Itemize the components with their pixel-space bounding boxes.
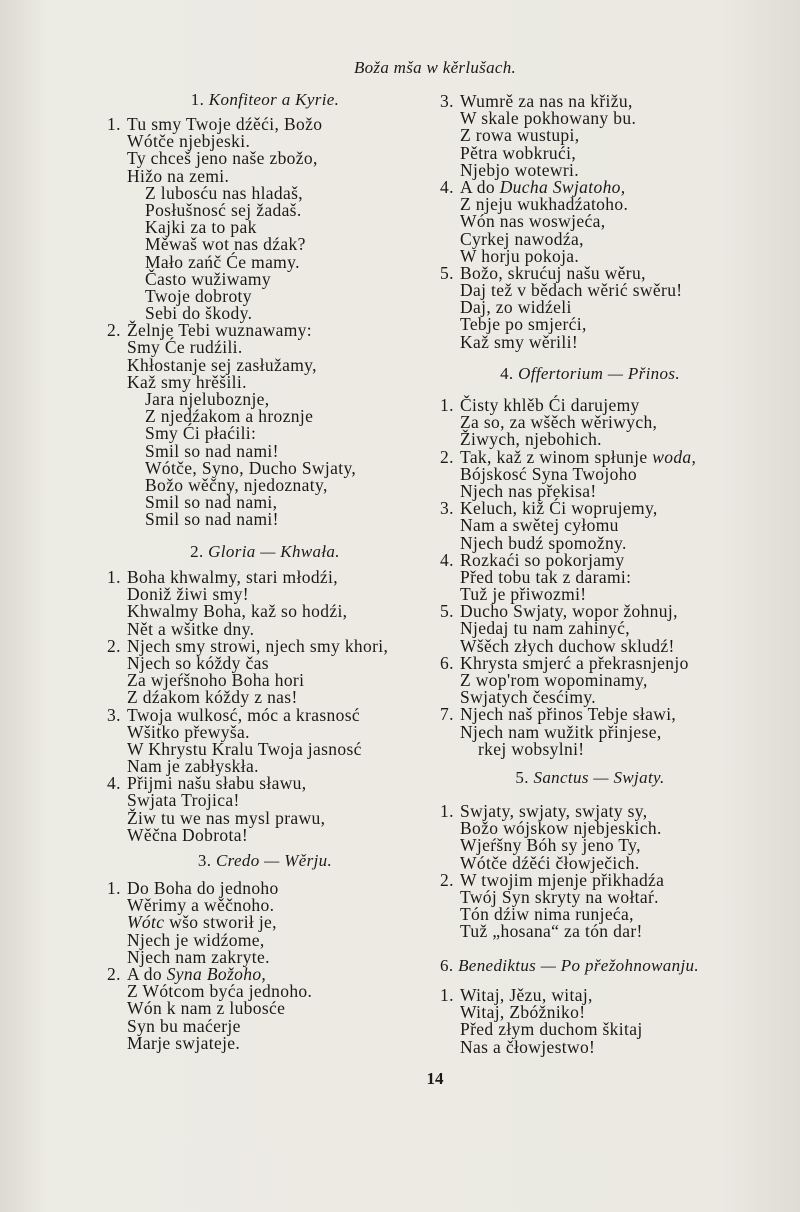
stanza-number: 1.	[440, 801, 454, 821]
stanza-group	[440, 987, 643, 1056]
verse-line	[440, 923, 664, 940]
stanza	[107, 880, 312, 966]
stanza-number: 2.	[440, 869, 454, 890]
line-text: Nam a swětej cyłomu	[460, 515, 619, 536]
line-text: Ducho Swjaty, wopor žohnuj,	[460, 601, 678, 622]
line-text: Želnje Tebi wuznawamy:	[127, 320, 312, 341]
stanza	[107, 322, 356, 528]
stanza-number: 7.	[440, 704, 454, 725]
stanza	[440, 803, 664, 872]
line-text: Kajki za to pak	[145, 217, 257, 238]
heading-part: Konfiteor a Kyrie.	[208, 90, 340, 109]
heading-part: 5.	[515, 768, 534, 787]
line-text: Kaž smy hrěšili.	[127, 371, 247, 392]
line-text: Sebi do škody.	[145, 303, 253, 324]
line-text: Wšěch złych duchow skludź!	[460, 635, 675, 656]
stanza-group	[440, 397, 696, 758]
stanza	[440, 987, 643, 1056]
line-text: Njech smy strowi, njech smy khori,	[127, 635, 389, 656]
line-text: Mało zańč Će mamy.	[145, 251, 300, 272]
line-text: Njech nam zakryte.	[127, 946, 270, 967]
line-text: Rozkaći so pokorjamy	[460, 549, 625, 570]
stanza	[440, 397, 696, 449]
page-number: 14	[426, 1069, 444, 1088]
line-text: Syn bu maćerje	[127, 1015, 241, 1036]
line-text: Z dźakom kóždy z nas!	[127, 687, 298, 708]
line-text: Wumrě za nas na křižu,	[460, 91, 633, 111]
line-text: Z njedźakom a hroznje	[145, 406, 314, 427]
stanza-number: 4.	[440, 176, 454, 197]
stanza-number: 6.	[440, 652, 454, 673]
line-text: Wěčna Dobrota!	[127, 824, 249, 845]
line-text: Wšitko přewyša.	[127, 721, 250, 742]
section-heading	[425, 769, 755, 786]
line-text: Doniž žiwi smy!	[127, 584, 249, 605]
stanza-number: 2.	[107, 635, 121, 656]
line-text: Před złym duchom škitaj	[460, 1019, 643, 1040]
italic-text: Syna Božoho,	[166, 963, 267, 984]
line-text: Njech naš přinos Tebje sławi,	[460, 704, 677, 725]
stanza-number: 4.	[107, 773, 121, 794]
line-text: Wón nas woswjeća,	[460, 211, 606, 232]
stanza-number: 5.	[440, 601, 454, 622]
line-text: Před tobu tak z darami:	[460, 566, 632, 587]
line-text: Daj, zo widźeli	[460, 297, 572, 318]
stanza	[107, 569, 388, 638]
heading-part: 6.	[440, 956, 459, 975]
line-text: Nam je zabłyskła.	[127, 756, 259, 777]
verse-line	[107, 824, 388, 845]
line-text: Smy Će rudźili.	[127, 337, 243, 358]
stanza-number: 2.	[107, 963, 121, 984]
line-text: Nas a čłowjestwo!	[460, 1036, 596, 1057]
line-text: Z njeju wukhadźatoho.	[460, 194, 629, 215]
stanza	[440, 500, 696, 552]
section-heading	[100, 543, 430, 560]
stanza	[107, 116, 356, 322]
line-text: Tu smy Twoje dźěći, Božo	[127, 114, 323, 134]
line-text: Njech nas překisa!	[460, 480, 597, 501]
stanza-number: 3.	[440, 498, 454, 519]
line-text: Z wop'rom wopominamy,	[460, 670, 648, 690]
line-text: Přijmi našu słabu sławu,	[127, 773, 307, 794]
stanza-number: 5.	[440, 262, 454, 283]
line-text: Často wužiwamy	[145, 268, 271, 289]
stanza	[440, 93, 682, 179]
line-text: Nět a wšitke dny.	[127, 618, 255, 639]
section-heading	[425, 365, 755, 382]
stanza	[107, 963, 313, 1053]
stanza	[440, 706, 696, 758]
stanza-number: 1.	[107, 878, 121, 898]
line-text: Bójskosć Syna Twojoho	[460, 463, 637, 484]
section-heading	[100, 91, 430, 108]
running-head: Boža mša w kěrlušach.	[353, 58, 517, 77]
line-text: Z lubosću nas hladaš,	[145, 182, 304, 203]
line-text: Wótče njebjeski.	[127, 131, 251, 152]
text-segment: Tak, kaž z winom spłunje	[460, 446, 653, 467]
heading-part: Benediktus — Po přežohnowanju.	[458, 956, 699, 975]
heading-part: Credo — Wěrju.	[215, 851, 333, 870]
section-heading	[100, 852, 430, 869]
line-text: Čisty khlěb Ći darujemy	[460, 395, 640, 415]
line-text: Z Wótcom byća jednoho.	[127, 981, 313, 1002]
line-text: Swjata Trojica!	[127, 790, 240, 811]
text-segment: A do	[460, 176, 500, 197]
line-text: Khrysta smjerć a překrasnjenjo	[460, 652, 689, 673]
line-text: Twoje dobroty	[145, 285, 252, 306]
stanza-group	[440, 93, 682, 351]
heading-part: Offertorium — Přinos.	[518, 364, 680, 383]
text-segment: wšo stworił je,	[164, 912, 277, 933]
line-text: Tuž je přiwozmi!	[460, 584, 587, 605]
stanza	[440, 446, 697, 501]
line-text: Pětra wobkrući,	[460, 142, 577, 163]
refrain-line	[440, 738, 696, 759]
stanza	[440, 603, 696, 655]
line-text: W horju pokoja.	[460, 245, 580, 266]
line-text: Twój Syn skryty na wołtaŕ.	[460, 886, 659, 907]
line-text: Jara njeluboznje,	[145, 389, 270, 409]
line-text: Za so, za wšěch wěriwych,	[460, 412, 658, 433]
verse-line	[440, 331, 682, 352]
line-text: Božo, skrućuj našu wěru,	[460, 262, 646, 283]
stanza	[440, 262, 683, 352]
stanza	[107, 775, 388, 844]
line-text: Witaj, Zbóžniko!	[460, 1002, 586, 1023]
line-text: Njech budź spomožny.	[460, 532, 627, 553]
line-text: W twojim mjenje přikhadźa	[460, 869, 665, 890]
line-text: Tebje po smjerći,	[460, 314, 587, 335]
line-text: Wón k nam z lubosće	[127, 998, 286, 1019]
line-text: Kaž smy wěrili!	[460, 331, 578, 352]
line-text: Cyrkej nawodźa,	[460, 228, 584, 249]
line-text: Do Boha do jednoho	[127, 878, 279, 898]
stanza-number: 1.	[107, 567, 121, 587]
heading-part: 4.	[500, 364, 519, 383]
stanza-group	[107, 569, 388, 844]
line-text: Marje swjateje.	[127, 1032, 241, 1053]
stanza	[440, 652, 696, 708]
line-text: Smil so nad nami!	[145, 509, 279, 530]
line-text: Tuž „hosana“ za tón dar!	[460, 921, 643, 942]
stanza-group	[107, 880, 312, 1052]
line-text: Tón dźiw nima runjeća,	[460, 904, 634, 925]
line-text: Daj tež v bědach wěrić swěru!	[460, 280, 683, 301]
stanza-group	[440, 803, 664, 941]
line-text: Posłušnosć sej žadaš.	[145, 199, 302, 220]
line-text: Njebjo wotewri.	[460, 159, 579, 180]
line-text: Ty chceš jeno naše zbožo,	[127, 148, 318, 169]
stanza-number: 2.	[440, 446, 454, 467]
heading-part: 3.	[197, 851, 216, 870]
line-text: Smy Ći płaćili:	[145, 423, 257, 444]
stanza-number: 1.	[107, 114, 121, 134]
line-text: Khłostanje sej zasłužamy,	[127, 354, 317, 375]
stanza	[107, 704, 388, 777]
stanza-number: 1.	[440, 985, 454, 1005]
line-text: Smil so nad nami!	[145, 440, 279, 461]
line-text: Twoja wulkosć, móc a krasnosć	[127, 704, 360, 725]
section-heading	[440, 957, 770, 974]
line-text: rkej wobsylni!	[478, 738, 585, 759]
line-text: Božo wójskow njebjeskich.	[460, 818, 662, 839]
line-text: Swjaty, swjaty, swjaty sy,	[460, 801, 648, 821]
line-text: Wótče dźěći čłowječich.	[460, 852, 640, 873]
line-text: Keluch, kiž Ći woprujemy,	[460, 498, 658, 519]
line-text: Khwalmy Boha, kaž so hodźi,	[127, 601, 348, 622]
italic-text: woda,	[652, 446, 697, 467]
stanza-number: 3.	[440, 91, 454, 111]
stanza-number: 3.	[107, 704, 121, 725]
line-text: Boha khwalmy, stari młodźi,	[127, 567, 338, 587]
italic-text: Wótc	[127, 912, 165, 933]
line-text: Za wjeŕšnoho Boha hori	[127, 670, 305, 691]
line-text: W Khrystu Kralu Twoja jasnosć	[127, 738, 362, 759]
line-text: Z rowa wustupi,	[460, 125, 580, 146]
heading-part: Sanctus — Swjaty.	[533, 768, 665, 787]
stanza-group	[107, 116, 356, 529]
line-text: Hižo na zemi.	[127, 165, 230, 186]
stanza	[440, 869, 665, 942]
stanza-number: 2.	[107, 320, 121, 341]
line-text: Njech so kóždy čas	[127, 652, 269, 673]
line-text: Swjatych česćimy.	[460, 687, 597, 708]
line-text: Njech je widźome,	[127, 929, 265, 950]
line-text: Žiwych, njebohich.	[460, 429, 602, 450]
line-text: W skale pokhowany bu.	[460, 108, 637, 129]
line-text: Měwaš wot nas dźak?	[145, 234, 306, 255]
stanza	[107, 635, 389, 708]
stanza	[440, 176, 682, 266]
line-text: Žiw tu we nas mysl prawu,	[127, 807, 326, 828]
line-text: Wěrimy a wěčnoho.	[127, 895, 275, 916]
line-text: Smil so nad nami,	[145, 492, 278, 513]
heading-part: Gloria — Khwała.	[208, 542, 340, 561]
line-text: Božo wěčny, njedoznaty,	[145, 474, 328, 495]
line-text: Njedaj tu nam zahinyć,	[460, 618, 631, 639]
heading-part: 1.	[190, 90, 209, 109]
verse-line	[440, 1036, 643, 1057]
heading-part: 2.	[190, 542, 209, 561]
italic-text: Ducha Swjatoho,	[499, 176, 626, 197]
line-text: Witaj, Jězu, witaj,	[460, 985, 593, 1005]
line-text: Njech nam wužitk přinjese,	[460, 721, 662, 742]
stanza	[440, 549, 696, 605]
line-text: Wótče, Syno, Ducho Swjaty,	[145, 457, 357, 478]
text-segment: A do	[127, 963, 167, 984]
stanza-number: 4.	[440, 549, 454, 570]
verse-line	[107, 1032, 312, 1053]
refrain-line	[107, 511, 356, 528]
line-text: Wjeŕšny Bóh sy jeno Ty,	[460, 835, 641, 856]
stanza-number: 1.	[440, 395, 454, 415]
